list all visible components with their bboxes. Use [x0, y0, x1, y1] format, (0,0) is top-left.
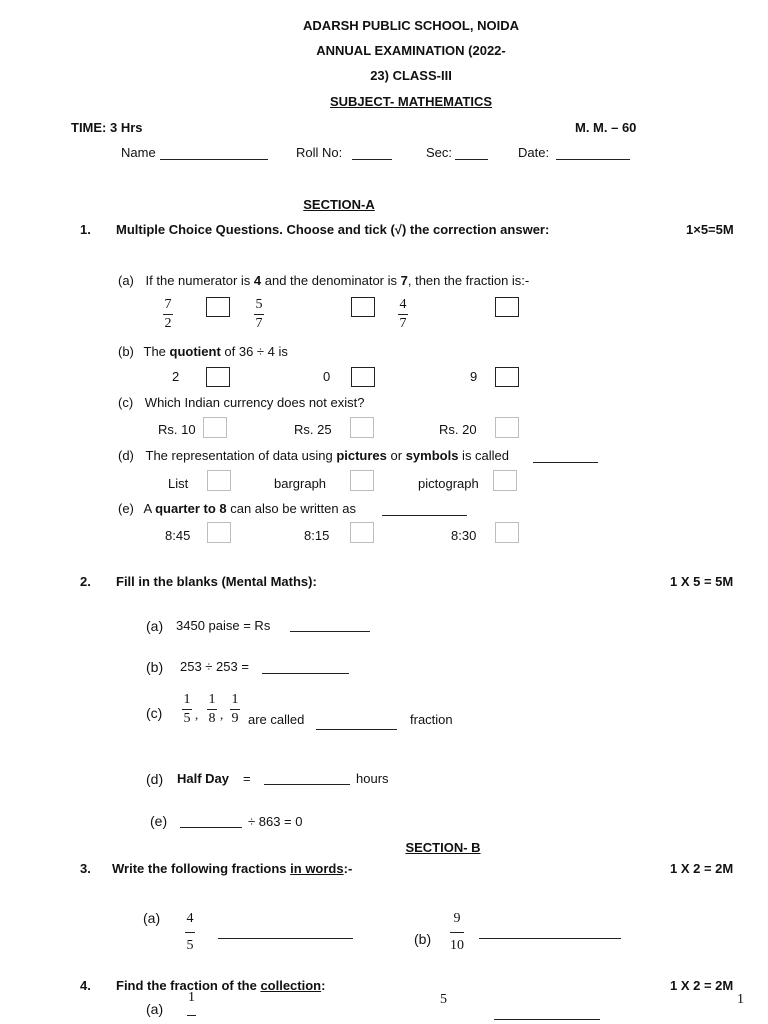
q1d-answer-blank[interactable] [533, 462, 598, 463]
q2a-label: (a) [146, 618, 164, 634]
q2e-text: ÷ 863 = 0 [248, 814, 303, 829]
q1a-text: (a) If the numerator is 4 and the denominator is 7, then the fraction is:- [118, 273, 530, 288]
q1b-option3-checkbox[interactable] [495, 367, 519, 387]
q3-title: Write the following fractions in words:- [112, 861, 353, 876]
q1d-option1: List [168, 476, 189, 491]
time-label: TIME: 3 Hrs [71, 120, 143, 135]
q1a-option-fraction: 4 7 [399, 297, 407, 332]
q1a-option-fraction: 7 2 [164, 297, 172, 332]
q1d-option3: pictograph [418, 476, 479, 491]
q2d-label: (d) [146, 771, 164, 787]
q1c-option2: Rs. 25 [294, 422, 332, 437]
q2d-hours: hours [356, 771, 389, 786]
q3-number: 3. [80, 861, 91, 876]
q1a-option2-checkbox[interactable] [351, 297, 375, 317]
q1-title: Multiple Choice Questions. Choose and tick (√) the correction answer: [116, 222, 550, 237]
q4a-fraction-bar [187, 1015, 196, 1016]
q2b-answer-blank[interactable] [262, 673, 349, 674]
sec-blank[interactable] [455, 159, 488, 160]
q3b-label: (b) [414, 931, 432, 947]
q2c-fraction: 1 5 [183, 692, 191, 727]
q1a-option1-checkbox[interactable] [206, 297, 230, 317]
q3a-label: (a) [143, 910, 161, 926]
q2-marks: 1 X 5 = 5M [670, 574, 734, 589]
q2-title: Fill in the blanks (Mental Maths): [116, 574, 317, 589]
date-blank[interactable] [556, 159, 630, 160]
q2e-label: (e) [150, 813, 168, 829]
q1e-answer-blank[interactable] [382, 515, 467, 516]
q1d-label: (d) [118, 448, 134, 463]
q4-number: 4. [80, 978, 91, 993]
q4-marks: 1 X 2 = 2M [670, 978, 734, 993]
q1d-option2: bargraph [274, 476, 327, 491]
q1b-text: (b) The quotient of 36 ÷ 4 is [118, 344, 288, 359]
q4a-label: (a) [146, 1001, 164, 1017]
q4a-numerator: 1 [188, 990, 195, 1005]
date-label: Date: [518, 145, 550, 160]
q1c-option2-checkbox[interactable] [350, 417, 374, 438]
q1b-option1: 2 [172, 369, 180, 384]
q1a-option3-checkbox[interactable] [495, 297, 519, 317]
q1b-option1-checkbox[interactable] [206, 367, 230, 387]
q1b-option2: 0 [323, 369, 331, 384]
q2c-answer-blank[interactable] [316, 729, 397, 730]
q1e-text: (e) A quarter to 8 can also be written as [118, 501, 356, 516]
max-marks: M. M. – 60 [575, 120, 637, 135]
q1e-option2: 8:15 [304, 528, 330, 543]
q1a-label: (a) [118, 273, 134, 288]
q1d-text: (d) The representation of data using pictures or symbols is called [118, 448, 510, 463]
q2c-fraction: 1 8 [208, 692, 216, 727]
q1c-option1-checkbox[interactable] [203, 417, 227, 438]
section-a-heading: SECTION-A [303, 197, 375, 212]
q2c-fraction: 1 9 [231, 692, 239, 727]
q2a-text: 3450 paise = Rs [176, 618, 271, 633]
q2e-answer-blank[interactable] [180, 827, 242, 828]
q2d-answer-blank[interactable] [264, 784, 350, 785]
q1e-option1: 8:45 [165, 528, 191, 543]
exam-title-line2: 23) CLASS-III [370, 68, 452, 83]
name-blank[interactable] [160, 159, 268, 160]
roll-blank[interactable] [352, 159, 392, 160]
q3-marks: 1 X 2 = 2M [670, 861, 734, 876]
q1d-option2-checkbox[interactable] [350, 470, 374, 491]
q2b-text: 253 ÷ 253 = [180, 659, 249, 674]
q1c-option3: Rs. 20 [439, 422, 477, 437]
q2d-half-day: Half Day [177, 771, 230, 786]
q4a-right-value: 1 [737, 992, 744, 1007]
q1e-option3-checkbox[interactable] [495, 522, 519, 543]
q2b-label: (b) [146, 659, 164, 675]
q1b-option2-checkbox[interactable] [351, 367, 375, 387]
q1d-option1-checkbox[interactable] [207, 470, 231, 491]
q2c-text: are called [248, 712, 305, 727]
q1e-option1-checkbox[interactable] [207, 522, 231, 543]
q1e-option2-checkbox[interactable] [350, 522, 374, 543]
q1-marks: 1×5=5M [686, 222, 734, 237]
q3a-fraction: 4 5 [186, 911, 194, 954]
sec-label: Sec: [426, 145, 453, 160]
subject-title: SUBJECT- MATHEMATICS [329, 94, 493, 109]
q1-number: 1. [80, 222, 91, 237]
q4-title: Find the fraction of the collection: [116, 978, 326, 993]
q4a-answer-blank[interactable] [494, 1019, 600, 1020]
q2d-equals: = [243, 771, 251, 786]
name-label: Name [121, 145, 156, 160]
q3a-answer-blank[interactable] [218, 938, 353, 939]
q1e-option3: 8:30 [451, 528, 477, 543]
school-name: ADARSH PUBLIC SCHOOL, NOIDA [303, 18, 519, 33]
roll-label: Roll No: [296, 145, 343, 160]
q1a-option-fraction: 5 7 [255, 297, 263, 332]
q1b-option3: 9 [470, 369, 478, 384]
q2c-comma: , [195, 707, 199, 722]
q3b-fraction: 9 10 [450, 911, 464, 954]
q1e-label: (e) [118, 501, 134, 516]
q1c-option3-checkbox[interactable] [495, 417, 519, 438]
q1b-label: (b) [118, 344, 134, 359]
q3b-answer-blank[interactable] [479, 938, 621, 939]
q2-number: 2. [80, 574, 91, 589]
exam-title-line1: ANNUAL EXAMINATION (2022- [316, 43, 506, 58]
q4a-middle-value: 5 [440, 992, 447, 1007]
q2c-fraction-word: fraction [410, 712, 453, 727]
q2a-answer-blank[interactable] [290, 631, 370, 632]
q2c-label: (c) [146, 705, 163, 721]
q1c-text: (c) Which Indian currency does not exist? [118, 395, 365, 410]
q1c-option1: Rs. 10 [158, 422, 196, 437]
q1d-option3-checkbox[interactable] [493, 470, 517, 491]
q2c-comma: , [220, 707, 224, 722]
section-b-heading: SECTION- B [405, 840, 481, 855]
q1c-label: (c) [118, 395, 134, 410]
